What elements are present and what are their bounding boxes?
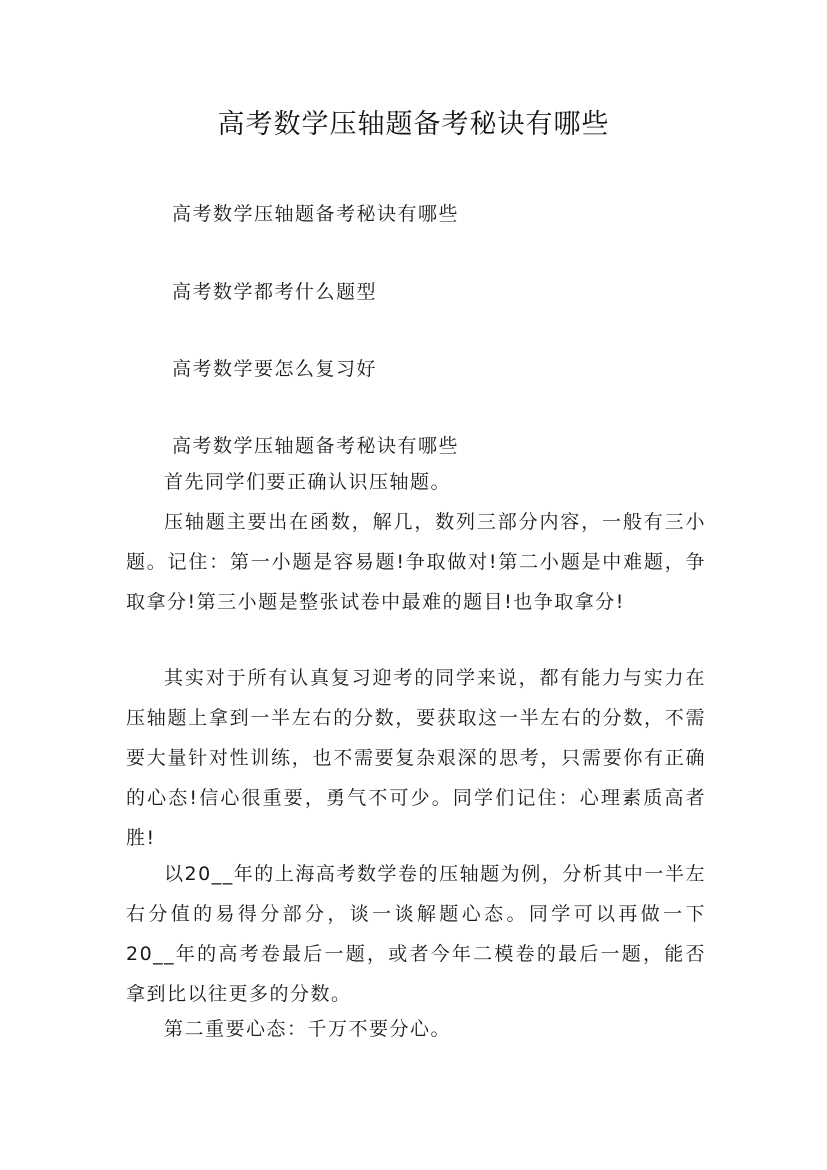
paragraph-2: 压轴题主要出在函数，解几，数列三部分内容，一般有三小题。记住：第一小题是容易题!争取做对!第二小题是中难题，争取拿分!第三小题是整张试卷中最难的题目!也争取拿分! — [126, 511, 706, 613]
paragraph-5: 第二重要心态：千万不要分心。 — [164, 1018, 452, 1040]
section-heading: 高考数学压轴题备考秘诀有哪些 — [172, 435, 460, 457]
paragraph-1: 首先同学们要正确认识压轴题。 — [164, 471, 452, 493]
paragraph-3: 其实对于所有认真复习迎考的同学来说，都有能力与实力在压轴题上拿到一半左右的分数，要获取这一半左右的分数，不需要大量针对性训练，也不需要复杂艰深的思考，只需要你有正确的心态!信心很重要，勇气不可少。同学们记住：心理素质高者胜! — [126, 667, 706, 849]
toc-item-3: 高考数学要怎么复习好 — [172, 358, 378, 380]
document-title: 高考数学压轴题备考秘诀有哪些 — [217, 109, 610, 140]
toc-item-1: 高考数学压轴题备考秘诀有哪些 — [172, 203, 460, 225]
paragraph-4: 以20__年的上海高考数学卷的压轴题为例，分析其中一半左右分值的易得分部分，谈一谈解题心态。同学可以再做一下20__年的高考卷最后一题，或者今年二模卷的最后一题，能否拿到比以往更多的分数。 — [126, 863, 706, 1005]
toc-item-2: 高考数学都考什么题型 — [172, 281, 378, 303]
